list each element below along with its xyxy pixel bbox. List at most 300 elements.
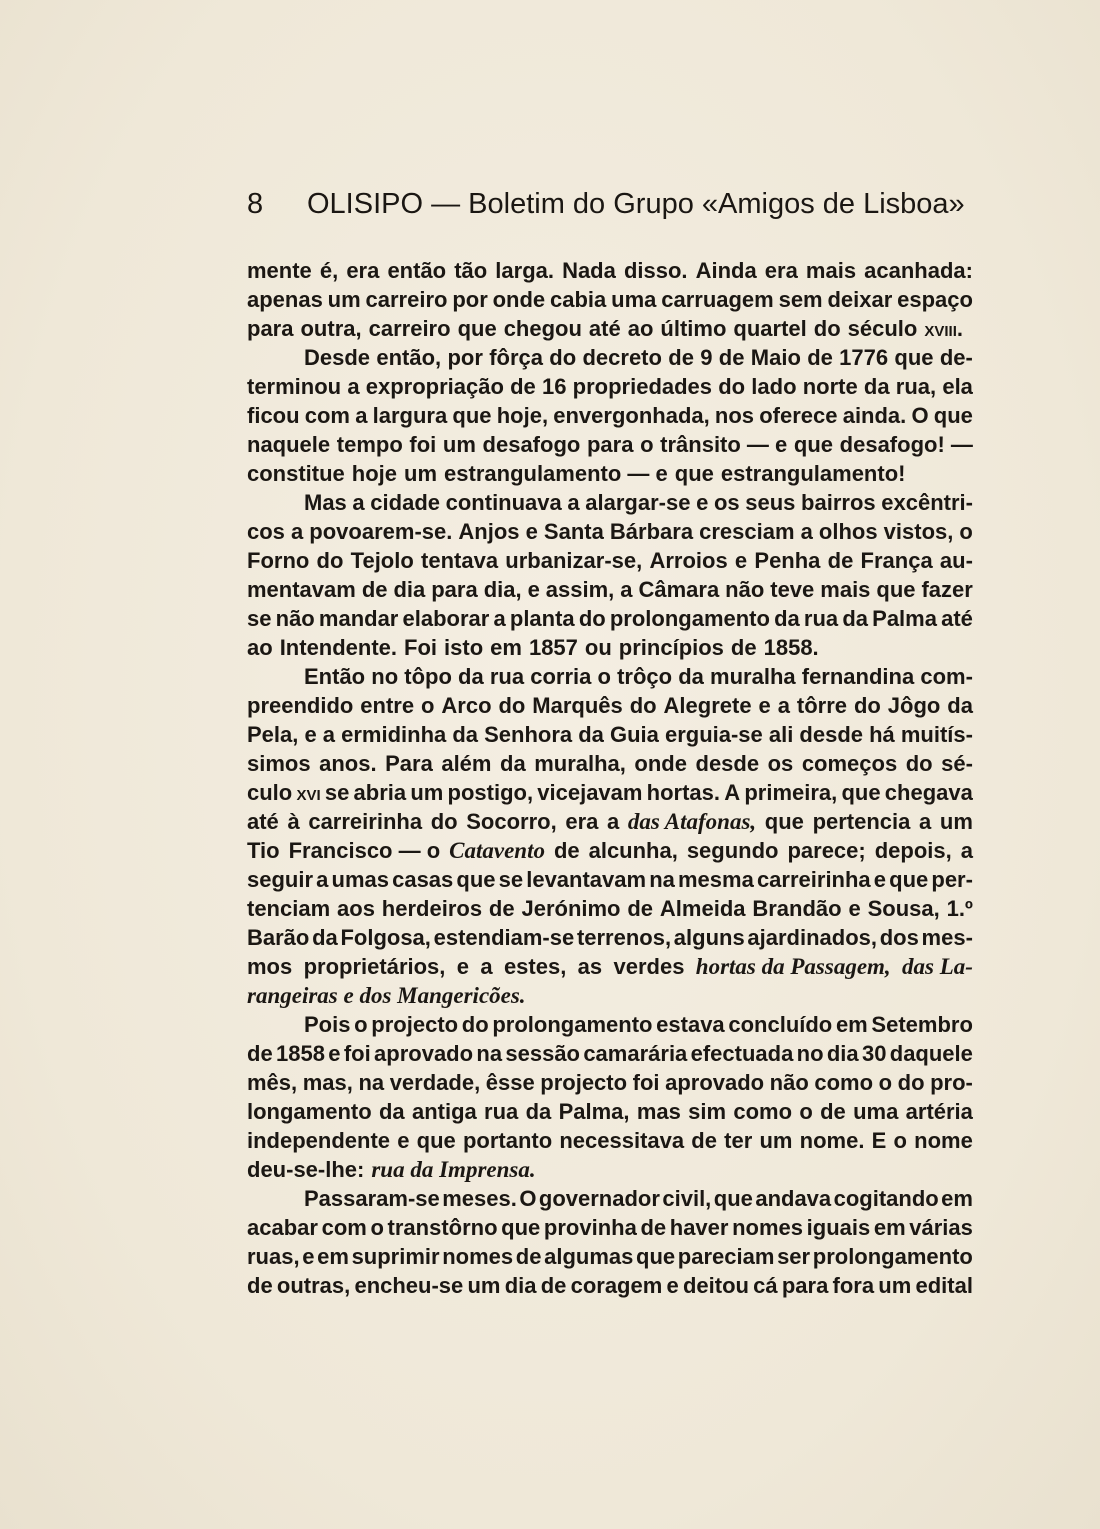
word: do [813, 316, 841, 341]
word: que [764, 809, 804, 834]
word: de [691, 1128, 717, 1153]
word: mais [820, 577, 871, 602]
word: 1776 [839, 345, 889, 370]
word: expropriação [365, 374, 504, 399]
word: do [905, 751, 933, 776]
word: tôrre [796, 693, 848, 718]
word: os [767, 751, 794, 776]
text-line [247, 807, 973, 836]
text-line [247, 778, 973, 807]
word: continuava [445, 490, 562, 515]
word: Pela, [247, 722, 299, 747]
word: e [456, 954, 469, 979]
word: naquele [247, 432, 331, 457]
word: mos [247, 954, 293, 979]
word: Nada [562, 258, 616, 283]
word: decreto [582, 345, 662, 370]
word: a [480, 954, 493, 979]
word: cidade [370, 490, 440, 515]
word: artéria [905, 1099, 973, 1124]
word: alargar-se [585, 490, 691, 515]
word: erguia-se [664, 722, 763, 747]
word: o [878, 1070, 893, 1095]
word: que [636, 1244, 676, 1269]
word: chegava [884, 780, 973, 805]
word: era [764, 258, 798, 283]
text-line [247, 1213, 973, 1242]
text-line [247, 285, 973, 314]
text-line [247, 343, 973, 372]
word: ela [942, 374, 973, 399]
word: cos [247, 519, 285, 544]
word: o [893, 1128, 907, 1153]
word: a [347, 374, 360, 399]
word: largura [372, 403, 448, 428]
word: é, [319, 258, 339, 283]
word: 16 [541, 374, 567, 399]
word: há [869, 722, 895, 747]
word: nomes [732, 1215, 804, 1240]
word: fôrça [489, 345, 543, 370]
word: deu-se-lhe: [247, 1157, 365, 1182]
word: necessitava [559, 1128, 685, 1153]
word: Barão [247, 925, 310, 950]
word: último [660, 316, 727, 341]
word: de [247, 1273, 273, 1298]
word: Mas [304, 490, 347, 515]
text-line [247, 1068, 973, 1097]
word: Desde [304, 345, 371, 370]
word: da [452, 722, 479, 747]
word: aprovado [374, 1041, 474, 1066]
word: projecto [540, 1070, 628, 1095]
word: Tejolo [350, 548, 414, 573]
word: trânsito — e [660, 432, 788, 457]
word: Anjos [458, 519, 520, 544]
word: Brandão [752, 896, 842, 921]
word: o [959, 519, 973, 544]
word: a [620, 577, 633, 602]
word: constitue [247, 461, 345, 486]
word: Para [385, 751, 433, 776]
word: 1.º [946, 896, 973, 921]
word: das La- [902, 954, 973, 979]
word: acanhada: [864, 258, 973, 283]
word: pro- [930, 1070, 973, 1095]
word: disso. [623, 258, 688, 283]
word: iguais [806, 1215, 871, 1240]
word: concluído [728, 1012, 833, 1037]
word: projecto [371, 1012, 459, 1037]
word: até [941, 606, 973, 631]
word: Folgosa, [340, 925, 431, 950]
word: vistos, [883, 519, 954, 544]
word: governador [538, 1186, 660, 1211]
word: e [758, 693, 771, 718]
word: da [842, 606, 868, 631]
word: hortas da Passagem, [695, 954, 891, 979]
word: era [565, 809, 599, 834]
text-line [247, 662, 973, 691]
word: do [498, 693, 526, 718]
word: ao [247, 635, 273, 660]
word: hortas. [646, 780, 721, 805]
word: uma [611, 287, 657, 312]
word: apenas [247, 287, 323, 312]
word: se [324, 780, 350, 805]
word: ficou [247, 403, 300, 428]
word: Maio [750, 345, 801, 370]
word: a [607, 809, 620, 834]
word: outras, [276, 1273, 351, 1298]
word: ou [584, 635, 612, 660]
word: 1857 [528, 635, 578, 660]
word: de [668, 345, 694, 370]
word: cresciam [699, 519, 795, 544]
word: a [567, 490, 580, 515]
word: corria [530, 664, 592, 689]
word: ao [627, 316, 654, 341]
word: estes, [503, 954, 567, 979]
word: daquele [889, 1041, 973, 1066]
word: hoje [351, 461, 398, 486]
word: até [247, 809, 279, 834]
word: de [820, 1099, 846, 1124]
word: da [378, 1099, 405, 1124]
text-line [247, 691, 973, 720]
text-line [247, 1242, 973, 1271]
word: na [358, 1070, 385, 1095]
word: alcunha, [588, 838, 678, 863]
word: mas [636, 1099, 681, 1124]
word: Passaram-se [304, 1186, 440, 1211]
word: A [724, 780, 741, 805]
word: prolongamento [609, 606, 770, 631]
word: tôpo [404, 664, 452, 689]
word: de [510, 374, 536, 399]
word: preendido [247, 693, 354, 718]
word: alguns [673, 925, 745, 950]
word: verdes [613, 954, 685, 979]
word: primeira, [744, 780, 838, 805]
word: provinha [543, 1215, 637, 1240]
word: era [346, 258, 380, 283]
word: da [312, 925, 338, 950]
word: a [960, 838, 973, 863]
word: ermidinha [341, 722, 447, 747]
word: desafogo! — [839, 432, 973, 457]
word: não [275, 606, 315, 631]
word: no [796, 1041, 824, 1066]
text-line [247, 749, 973, 778]
word: na [476, 1041, 503, 1066]
word: levantavam [526, 867, 647, 892]
word: para [247, 316, 294, 341]
word: tempo [336, 432, 403, 457]
word: edital [915, 1273, 973, 1298]
word: O [911, 403, 929, 428]
word: fernandina [801, 664, 915, 689]
word: foi [632, 1070, 660, 1095]
word: do [461, 1012, 489, 1037]
word: planta [509, 606, 575, 631]
word: além [441, 751, 492, 776]
word: abria [353, 780, 407, 805]
word: independente [247, 1128, 391, 1153]
word: a [352, 490, 365, 515]
word: Intendente. [279, 635, 398, 660]
word: carreirinha [756, 867, 871, 892]
word: rua da Imprensa. [371, 1157, 536, 1182]
word: por [452, 287, 488, 312]
text-line [247, 923, 973, 952]
word: muralha, [534, 751, 626, 776]
word: carreiro [368, 316, 451, 341]
word: portanto [462, 1128, 553, 1153]
word: isto [444, 635, 484, 660]
word: Tio [247, 838, 280, 863]
word: per- [931, 867, 973, 892]
word: civil, [662, 1186, 712, 1211]
word: 30 [861, 1041, 887, 1066]
word: a [290, 519, 304, 544]
word: mes- [921, 925, 973, 950]
text-line [247, 633, 973, 662]
word: Câmara [638, 577, 720, 602]
word: em [835, 1012, 868, 1037]
word: antiga [411, 1099, 477, 1124]
text-line [247, 517, 973, 546]
text-line [247, 401, 973, 430]
word: au- [939, 548, 973, 573]
word: depois, [874, 838, 952, 863]
word: estendiam-se [433, 925, 575, 950]
word: o [421, 693, 435, 718]
word: Então [304, 664, 366, 689]
word: de [540, 1273, 567, 1298]
word: carreiro [365, 287, 448, 312]
word: mesma [677, 867, 754, 892]
word: Ainda [695, 258, 757, 283]
text-line [247, 459, 973, 488]
word: rua [484, 1099, 519, 1124]
word: várias [909, 1215, 973, 1240]
word: de [488, 896, 515, 921]
word: larga. [495, 258, 554, 283]
word: que [889, 867, 929, 892]
word: uma [853, 1099, 899, 1124]
word: Socorro, [466, 809, 557, 834]
word: de [515, 1244, 542, 1269]
word: trôço [617, 664, 673, 689]
word: do [718, 374, 746, 399]
word: em [873, 1215, 906, 1240]
journal-title: OLISIPO — Boletim do Grupo «Amigos de Lisboa» [307, 188, 965, 220]
word: nos [714, 403, 755, 428]
word: ter [724, 1128, 753, 1153]
word: propriedades [572, 374, 713, 399]
word: pertencia [812, 809, 911, 834]
word: e [525, 519, 538, 544]
word: até [588, 316, 621, 341]
word: rua [489, 664, 525, 689]
word: coragem [570, 1273, 663, 1298]
text-line [247, 314, 973, 343]
word: rangeiras e dos Mangericões. [247, 983, 526, 1008]
word: de [718, 345, 745, 370]
word: onde [492, 287, 546, 312]
word: postigo, [447, 780, 534, 805]
word: meses. [442, 1186, 517, 1211]
word: aprovado [665, 1070, 765, 1095]
word: e [848, 896, 861, 921]
word: proprietários, [303, 954, 446, 979]
word: efectuada [690, 1041, 794, 1066]
word: foi [343, 1041, 371, 1066]
word: parece; [787, 838, 866, 863]
word: que [876, 577, 916, 602]
word: e [527, 577, 540, 602]
word: simos [247, 751, 311, 776]
word: fazer [921, 577, 973, 602]
word: não [725, 577, 765, 602]
word: a [777, 693, 790, 718]
word: Foi [404, 635, 438, 660]
text-line [247, 604, 973, 633]
word: mandar [318, 606, 399, 631]
word: urbanizar-se, [505, 548, 643, 573]
word: nomes [442, 1244, 514, 1269]
word: em [317, 1244, 349, 1269]
word: terrenos, [576, 925, 672, 950]
word: o [799, 1099, 813, 1124]
word: sessão [505, 1041, 580, 1066]
text-line [247, 720, 973, 749]
word: da [774, 606, 800, 631]
word: de [627, 896, 654, 921]
word: da [500, 751, 526, 776]
word: O [519, 1186, 537, 1211]
word: Bárbara [609, 519, 694, 544]
word: espaço [897, 287, 973, 312]
word: de- [939, 345, 973, 370]
word: um [467, 1273, 501, 1298]
word: prolongamento [812, 1244, 973, 1269]
word: verdade, [389, 1070, 481, 1095]
word: desde [695, 751, 760, 776]
word: que [457, 316, 497, 341]
word: à [287, 809, 300, 834]
word: sim [688, 1099, 727, 1124]
word: êsse [485, 1070, 535, 1095]
word: muralha [710, 664, 796, 689]
word: ajardinados, [747, 925, 877, 950]
word: e [734, 548, 748, 573]
word: então, [376, 345, 442, 370]
word: Pois [304, 1012, 351, 1037]
word: e [304, 722, 317, 747]
word: e [696, 490, 709, 515]
body-text [247, 256, 973, 1300]
word: Francisco — o [288, 838, 441, 863]
word: umas [331, 867, 389, 892]
word: excêntri- [881, 490, 973, 515]
word: dia [393, 577, 426, 602]
word: um [327, 287, 361, 312]
word: de [640, 1215, 667, 1240]
word: tentava [421, 548, 499, 573]
word: que [933, 403, 973, 428]
word: xvi [296, 780, 321, 805]
text-line [247, 575, 973, 604]
word: sem [778, 287, 823, 312]
word: tão [454, 258, 488, 283]
word: culo [247, 780, 293, 805]
word: do [549, 345, 577, 370]
word: e [328, 1041, 341, 1066]
word: bairros [801, 490, 876, 515]
word: nome [914, 1128, 973, 1153]
word: norte [802, 374, 858, 399]
word: da [678, 664, 704, 689]
word: seus [745, 490, 796, 515]
word: Almeida [659, 896, 746, 921]
word: hoje, [496, 403, 549, 428]
word: Palma, [558, 1099, 630, 1124]
word: onde [634, 751, 687, 776]
word: começos [801, 751, 898, 776]
word: entre [360, 693, 415, 718]
word: ali [768, 722, 794, 747]
word: herdeiros [381, 896, 483, 921]
word: os [713, 490, 740, 515]
word: Palma [872, 606, 937, 631]
word: a [493, 606, 506, 631]
word: Sousa, [867, 896, 940, 921]
running-header [247, 188, 987, 221]
word: e [666, 1273, 679, 1298]
word: oferece [759, 403, 838, 428]
word: da [947, 693, 973, 718]
word: mês, [247, 1070, 298, 1095]
word: teve [770, 577, 815, 602]
word: terminou [247, 374, 342, 399]
word: camarária [583, 1041, 688, 1066]
word: andava [755, 1186, 832, 1211]
page-number: 8 [247, 188, 264, 220]
word: o [370, 1215, 384, 1240]
word: um [878, 1273, 912, 1298]
word: pareciam [677, 1244, 775, 1269]
word: vicejavam [537, 780, 643, 805]
word: do [316, 548, 344, 573]
word: mente [247, 258, 312, 283]
word: com [304, 403, 350, 428]
text-line [247, 1039, 973, 1068]
word: algumas [544, 1244, 634, 1269]
word: se [247, 606, 272, 631]
word: dia, [483, 577, 522, 602]
word: deixar [827, 287, 893, 312]
word: não [769, 1070, 809, 1095]
word: do [897, 1070, 925, 1095]
word: elaborar [402, 606, 490, 631]
word: prolongamento [492, 1012, 653, 1037]
word: dos [879, 925, 919, 950]
word: povoarem-se. [309, 519, 453, 544]
word: da [863, 374, 890, 399]
word: de [361, 577, 388, 602]
